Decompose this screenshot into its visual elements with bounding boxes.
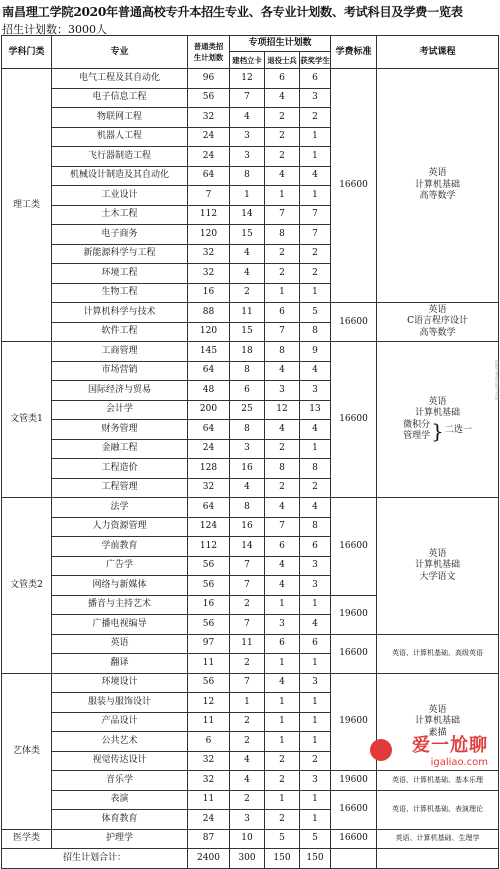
special-plan-cell-3: 5 <box>300 829 331 849</box>
course-item: 素描 <box>428 727 447 738</box>
fee-cell: 16600 <box>331 498 377 596</box>
totals-label: 招生计划合计： <box>2 849 188 869</box>
major-cell: 飞行器制造工程 <box>52 147 188 167</box>
general-plan-cell: 112 <box>188 205 230 225</box>
major-cell: 财务管理 <box>52 420 188 440</box>
special-plan-cell-1: 15 <box>230 225 265 245</box>
general-plan-cell: 145 <box>188 342 230 362</box>
special-plan-cell-3: 6 <box>300 634 331 654</box>
table-row <box>2 69 499 89</box>
general-plan-cell: 32 <box>188 108 230 128</box>
major-cell: 工商管理 <box>52 342 188 362</box>
special-plan-cell-3: 1 <box>300 127 331 147</box>
exam-course-cell <box>377 771 499 791</box>
category-cell: 艺体类 <box>2 673 52 829</box>
special-plan-cell-2: 6 <box>265 303 300 323</box>
category-cell: 文管类2 <box>2 498 52 674</box>
col-header-course: 考试课程 <box>377 36 499 69</box>
special-plan-cell-2: 6 <box>265 634 300 654</box>
special-plan-cell-1: 4 <box>230 108 265 128</box>
exam-course-cell <box>377 634 499 673</box>
col-header-major: 专业 <box>52 36 188 69</box>
side-watermark: 搜狐号@南昌理工学院 <box>495 360 500 400</box>
special-plan-cell-1: 3 <box>230 127 265 147</box>
special-plan-cell-3: 2 <box>300 751 331 771</box>
special-plan-cell-3: 1 <box>300 283 331 303</box>
totals-s3: 150 <box>300 849 331 869</box>
general-plan-cell: 16 <box>188 283 230 303</box>
course-item: 高等数学 <box>419 327 456 338</box>
special-plan-cell-2: 4 <box>265 673 300 693</box>
major-cell: 土木工程 <box>52 205 188 225</box>
general-plan-cell: 96 <box>188 69 230 89</box>
course-item: 英语 <box>428 168 447 179</box>
course-item: 大学语文 <box>419 571 456 582</box>
special-plan-cell-2: 2 <box>265 127 300 147</box>
special-plan-cell-3: 4 <box>300 615 331 635</box>
table-row <box>2 634 499 654</box>
special-plan-cell-1: 18 <box>230 342 265 362</box>
course-option-calculus: 微积分 <box>403 419 431 430</box>
fee-cell: 16600 <box>331 342 377 498</box>
special-plan-cell-2: 4 <box>265 420 300 440</box>
special-plan-cell-3: 1 <box>300 732 331 752</box>
special-plan-cell-1: 14 <box>230 205 265 225</box>
category-cell: 文管类1 <box>2 342 52 498</box>
special-plan-cell-3: 2 <box>300 244 331 264</box>
general-plan-cell: 16 <box>188 595 230 615</box>
special-plan-cell-2: 8 <box>265 459 300 479</box>
special-plan-cell-1: 2 <box>230 654 265 674</box>
special-plan-cell-1: 2 <box>230 595 265 615</box>
special-plan-cell-2: 1 <box>265 186 300 206</box>
major-cell: 工程造价 <box>52 459 188 479</box>
special-plan-cell-3: 2 <box>300 478 331 498</box>
major-cell: 工业设计 <box>52 186 188 206</box>
general-plan-cell: 56 <box>188 556 230 576</box>
watermark-text: 爱一尬聊 <box>412 735 488 756</box>
special-plan-cell-2: 8 <box>265 342 300 362</box>
special-plan-cell-2: 1 <box>265 790 300 810</box>
major-cell: 金融工程 <box>52 439 188 459</box>
special-plan-cell-1: 1 <box>230 186 265 206</box>
special-plan-cell-1: 16 <box>230 517 265 537</box>
special-plan-cell-3: 2 <box>300 108 331 128</box>
general-plan-cell: 32 <box>188 751 230 771</box>
exam-course-cell <box>377 829 499 849</box>
special-plan-cell-1: 3 <box>230 147 265 167</box>
major-cell: 工程管理 <box>52 478 188 498</box>
special-plan-cell-2: 4 <box>265 576 300 596</box>
special-plan-cell-1: 16 <box>230 459 265 479</box>
general-plan-cell: 32 <box>188 771 230 791</box>
special-plan-cell-2: 1 <box>265 732 300 752</box>
general-plan-cell: 11 <box>188 790 230 810</box>
major-cell: 表演 <box>52 790 188 810</box>
total-plan-count: 招生计划数：3000人 <box>2 23 107 36</box>
special-plan-cell-3: 1 <box>300 790 331 810</box>
special-plan-cell-1: 7 <box>230 556 265 576</box>
general-plan-cell: 24 <box>188 439 230 459</box>
special-plan-cell-2: 2 <box>265 264 300 284</box>
major-cell: 电气工程及其自动化 <box>52 69 188 89</box>
general-plan-cell: 87 <box>188 829 230 849</box>
totals-empty-fee <box>331 849 377 869</box>
major-cell: 市场营销 <box>52 361 188 381</box>
special-plan-cell-1: 2 <box>230 732 265 752</box>
major-cell: 软件工程 <box>52 322 188 342</box>
special-plan-cell-1: 14 <box>230 537 265 557</box>
special-plan-cell-2: 6 <box>265 537 300 557</box>
special-plan-cell-3: 4 <box>300 420 331 440</box>
special-plan-cell-3: 9 <box>300 342 331 362</box>
special-plan-cell-2: 1 <box>265 595 300 615</box>
special-plan-cell-3: 7 <box>300 225 331 245</box>
course-line: 英语、计算机基础、基本乐理 <box>392 775 484 784</box>
major-cell: 翻译 <box>52 654 188 674</box>
choose-one-label: 二选一 <box>444 425 472 436</box>
major-cell: 会计学 <box>52 400 188 420</box>
special-plan-cell-1: 11 <box>230 303 265 323</box>
col-header-sub2: 退役士兵 <box>265 52 300 69</box>
special-plan-cell-1: 4 <box>230 244 265 264</box>
page-title: 南昌理工学院2020年普通高校专升本招生专业、各专业计划数、考试科目及学费一览表 <box>2 5 463 19</box>
special-plan-cell-1: 8 <box>230 498 265 518</box>
col-header-fee: 学费标准 <box>331 36 377 69</box>
special-plan-cell-1: 10 <box>230 829 265 849</box>
site-watermark-logo <box>378 731 496 771</box>
fee-cell: 16600 <box>331 634 377 673</box>
general-plan-cell: 64 <box>188 498 230 518</box>
major-cell: 护理学 <box>52 829 188 849</box>
special-plan-cell-3: 1 <box>300 712 331 732</box>
major-cell: 视觉传达设计 <box>52 751 188 771</box>
special-plan-cell-1: 25 <box>230 400 265 420</box>
course-item: 英语 <box>428 396 447 407</box>
general-plan-cell: 120 <box>188 225 230 245</box>
general-plan-cell: 64 <box>188 420 230 440</box>
special-plan-cell-1: 7 <box>230 88 265 108</box>
major-cell: 广播电视编导 <box>52 615 188 635</box>
special-plan-cell-2: 7 <box>265 322 300 342</box>
special-plan-cell-1: 7 <box>230 615 265 635</box>
course-line: 英语、计算机基础、生理学 <box>395 834 480 843</box>
totals-s1: 300 <box>230 849 265 869</box>
special-plan-cell-2: 8 <box>265 225 300 245</box>
general-plan-cell: 120 <box>188 322 230 342</box>
special-plan-cell-3: 8 <box>300 517 331 537</box>
special-plan-cell-2: 1 <box>265 283 300 303</box>
special-plan-cell-1: 2 <box>230 712 265 732</box>
major-cell: 物联网工程 <box>52 108 188 128</box>
special-plan-cell-1: 3 <box>230 810 265 830</box>
major-cell: 机械设计制造及其自动化 <box>52 166 188 186</box>
fee-cell: 19600 <box>331 771 377 791</box>
col-header-special-plan: 专项招生计划数 <box>230 36 331 52</box>
special-plan-cell-2: 2 <box>265 244 300 264</box>
course-line: 英语、计算机基础、表演理论 <box>392 805 484 813</box>
category-cell: 理工类 <box>2 69 52 342</box>
general-plan-cell: 48 <box>188 381 230 401</box>
special-plan-cell-2: 4 <box>265 361 300 381</box>
totals-empty-course <box>377 849 499 869</box>
watermark-icon <box>370 739 392 761</box>
special-plan-cell-2: 3 <box>265 381 300 401</box>
course-item: 计算机基础 <box>415 179 461 190</box>
special-plan-cell-1: 3 <box>230 439 265 459</box>
course-item: 英语 <box>428 548 447 559</box>
major-cell: 网络与新媒体 <box>52 576 188 596</box>
special-plan-cell-2: 2 <box>265 108 300 128</box>
special-plan-cell-2: 1 <box>265 712 300 732</box>
special-plan-cell-3: 1 <box>300 439 331 459</box>
special-plan-cell-1: 7 <box>230 576 265 596</box>
special-plan-cell-1: 8 <box>230 166 265 186</box>
general-plan-cell: 112 <box>188 537 230 557</box>
general-plan-cell: 32 <box>188 478 230 498</box>
table-row <box>2 303 499 323</box>
special-plan-cell-3: 1 <box>300 693 331 713</box>
table-row <box>2 771 499 791</box>
general-plan-cell: 32 <box>188 264 230 284</box>
special-plan-cell-2: 7 <box>265 205 300 225</box>
major-cell: 服装与服饰设计 <box>52 693 188 713</box>
special-plan-cell-3: 7 <box>300 205 331 225</box>
special-plan-cell-2: 6 <box>265 69 300 89</box>
special-plan-cell-2: 7 <box>265 517 300 537</box>
major-cell: 新能源科学与工程 <box>52 244 188 264</box>
general-plan-cell: 24 <box>188 127 230 147</box>
course-option-management: 管理学 <box>403 431 431 441</box>
special-plan-cell-2: 1 <box>265 654 300 674</box>
general-plan-cell: 56 <box>188 576 230 596</box>
special-plan-cell-1: 12 <box>230 69 265 89</box>
special-plan-cell-3: 8 <box>300 459 331 479</box>
fee-cell: 19600 <box>331 673 377 771</box>
exam-course-cell <box>377 790 499 829</box>
general-plan-cell: 7 <box>188 186 230 206</box>
major-cell: 人力资源管理 <box>52 517 188 537</box>
special-plan-cell-1: 8 <box>230 420 265 440</box>
exam-course-cell <box>377 498 499 635</box>
fee-cell: 19600 <box>331 595 377 634</box>
fee-cell: 16600 <box>331 829 377 849</box>
special-plan-cell-1: 15 <box>230 322 265 342</box>
special-plan-cell-2: 4 <box>265 498 300 518</box>
exam-course-cell <box>377 342 499 498</box>
general-plan-cell: 12 <box>188 693 230 713</box>
special-plan-cell-1: 1 <box>230 693 265 713</box>
general-plan-cell: 56 <box>188 615 230 635</box>
table-row <box>2 673 499 693</box>
special-plan-cell-2: 2 <box>265 478 300 498</box>
table-row <box>2 342 499 362</box>
general-plan-cell: 97 <box>188 634 230 654</box>
special-plan-cell-3: 1 <box>300 595 331 615</box>
special-plan-cell-2: 12 <box>265 400 300 420</box>
general-plan-cell: 24 <box>188 147 230 167</box>
course-item: 高等数学 <box>419 191 456 202</box>
special-plan-cell-1: 4 <box>230 264 265 284</box>
special-plan-cell-3: 4 <box>300 166 331 186</box>
fee-cell: 16600 <box>331 790 377 829</box>
general-plan-cell: 200 <box>188 400 230 420</box>
special-plan-cell-1: 8 <box>230 361 265 381</box>
special-plan-cell-2: 4 <box>265 556 300 576</box>
major-cell: 英语 <box>52 634 188 654</box>
choice-brace: } <box>431 419 444 443</box>
major-cell: 播音与主持艺术 <box>52 595 188 615</box>
special-plan-cell-3: 4 <box>300 498 331 518</box>
special-plan-cell-1: 7 <box>230 673 265 693</box>
col-header-sub1: 建档立卡 <box>230 52 265 69</box>
major-cell: 广告学 <box>52 556 188 576</box>
exam-course-cell <box>377 303 499 342</box>
major-cell: 产品设计 <box>52 712 188 732</box>
special-plan-cell-2: 3 <box>265 615 300 635</box>
special-plan-cell-2: 2 <box>265 771 300 791</box>
table-row <box>2 498 499 518</box>
general-plan-cell: 32 <box>188 244 230 264</box>
special-plan-cell-1: 4 <box>230 478 265 498</box>
special-plan-cell-3: 6 <box>300 69 331 89</box>
special-plan-cell-2: 4 <box>265 166 300 186</box>
special-plan-cell-1: 11 <box>230 634 265 654</box>
col-header-general-plan: 普通类招 生计划数 <box>188 36 230 69</box>
special-plan-cell-3: 3 <box>300 673 331 693</box>
special-plan-cell-3: 1 <box>300 810 331 830</box>
special-plan-cell-3: 1 <box>300 654 331 674</box>
general-plan-cell: 11 <box>188 654 230 674</box>
totals-s2: 150 <box>265 849 300 869</box>
totals-row <box>2 849 499 869</box>
major-cell: 计算机科学与技术 <box>52 303 188 323</box>
general-plan-cell: 64 <box>188 361 230 381</box>
major-cell: 法学 <box>52 498 188 518</box>
special-plan-cell-3: 1 <box>300 186 331 206</box>
special-plan-cell-1: 6 <box>230 381 265 401</box>
special-plan-cell-1: 2 <box>230 790 265 810</box>
course-line: 英语、计算机基础、高级英语 <box>392 649 484 657</box>
major-cell: 机器人工程 <box>52 127 188 147</box>
watermark-url: igaliao.com <box>430 757 488 768</box>
special-plan-cell-3: 8 <box>300 322 331 342</box>
course-item: 英语 <box>428 304 447 315</box>
exam-course-cell <box>377 69 499 303</box>
course-item: 计算机基础 <box>415 716 461 726</box>
general-plan-cell: 56 <box>188 673 230 693</box>
major-cell: 学前教育 <box>52 537 188 557</box>
category-cell: 医学类 <box>2 829 52 849</box>
special-plan-cell-3: 1 <box>300 147 331 167</box>
major-cell: 体育教育 <box>52 810 188 830</box>
general-plan-cell: 6 <box>188 732 230 752</box>
course-item: 计算机基础 <box>415 560 461 570</box>
special-plan-cell-3: 3 <box>300 381 331 401</box>
fee-cell: 16600 <box>331 69 377 303</box>
special-plan-cell-2: 1 <box>265 693 300 713</box>
special-plan-cell-1: 2 <box>230 283 265 303</box>
major-cell: 电子商务 <box>52 225 188 245</box>
special-plan-cell-3: 3 <box>300 88 331 108</box>
special-plan-cell-3: 3 <box>300 576 331 596</box>
col-header-category: 学科门类 <box>2 36 52 69</box>
major-cell: 公共艺术 <box>52 732 188 752</box>
special-plan-cell-2: 4 <box>265 88 300 108</box>
special-plan-cell-3: 13 <box>300 400 331 420</box>
table-row <box>2 790 499 810</box>
table-row <box>2 829 499 849</box>
course-item: 英语 <box>428 704 447 715</box>
major-cell: 环境设计 <box>52 673 188 693</box>
general-plan-cell: 24 <box>188 810 230 830</box>
general-plan-cell: 128 <box>188 459 230 479</box>
major-cell: 音乐学 <box>52 771 188 791</box>
special-plan-cell-2: 2 <box>265 147 300 167</box>
special-plan-cell-3: 5 <box>300 303 331 323</box>
special-plan-cell-3: 3 <box>300 556 331 576</box>
course-item: C语言程序设计 <box>407 316 468 327</box>
major-cell: 环境工程 <box>52 264 188 284</box>
major-cell: 生物工程 <box>52 283 188 303</box>
special-plan-cell-3: 2 <box>300 264 331 284</box>
special-plan-cell-3: 6 <box>300 537 331 557</box>
special-plan-cell-3: 3 <box>300 771 331 791</box>
col-header-sub3: 获奖学生 <box>300 52 331 69</box>
general-plan-cell: 56 <box>188 88 230 108</box>
fee-cell: 16600 <box>331 303 377 342</box>
special-plan-cell-2: 2 <box>265 439 300 459</box>
general-plan-cell: 11 <box>188 712 230 732</box>
major-cell: 电子信息工程 <box>52 88 188 108</box>
special-plan-cell-3: 4 <box>300 361 331 381</box>
general-plan-cell: 88 <box>188 303 230 323</box>
totals-plan: 2400 <box>188 849 230 869</box>
major-cell: 国际经济与贸易 <box>52 381 188 401</box>
special-plan-cell-2: 2 <box>265 751 300 771</box>
general-plan-cell: 124 <box>188 517 230 537</box>
general-plan-cell: 64 <box>188 166 230 186</box>
special-plan-cell-2: 5 <box>265 829 300 849</box>
special-plan-cell-1: 4 <box>230 751 265 771</box>
course-item: 计算机基础 <box>415 408 461 418</box>
special-plan-cell-1: 4 <box>230 771 265 791</box>
special-plan-cell-2: 2 <box>265 810 300 830</box>
